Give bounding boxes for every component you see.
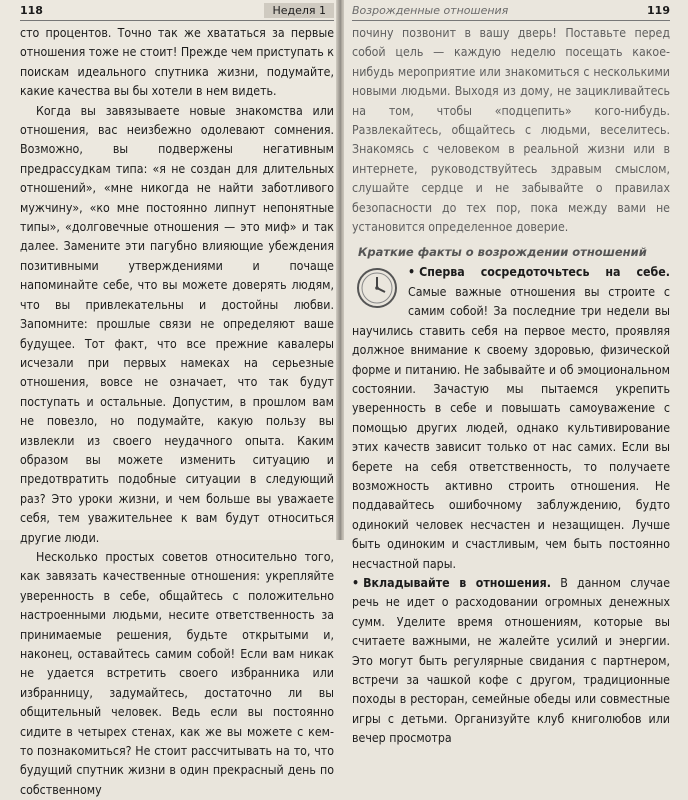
left-page — [0, 0, 338, 797]
fact-text: Самые важные отношения вы строите с самим собой! За последние три недели вы научились ставить себя на первое место, проявляя должное внимание к своему здоровью, физической форме и питанию. Не забывайте и об эмоциональном состоянии. Зачастую мы пытаемся укрепить уверенность в себе и повышать самоуважение с помощью других людей, однако культивирование этих качеств зависит только от нас самих. Если вы берете на себя ответственность, то получаете возможность активно строить отношения. Не поддавайтесь ошибочному заблуждению, будто одинокий человек несчастен и незащищен. Лучше быть одиноким и счастливым, чем быть постоянно несчастной пары. — [352, 284, 670, 571]
paragraph: Несколько простых советов относительно того, как завязать качественные отношения: укрепляйте уверенность в себе, общайтесь с положительно настроенными людьми, несите ответственность за принимаемые решения, будьте открытыми и, наконец, оставайтесь самим собой! Если вам никак не удается встретить своего избранника или избранницу, задумайтесь, достаточно ли вы общительный человек. Ведь если вы постоянно сидите в четырех стенах, как же вы можете с кем-то познакомиться? Не стоит рассчитывать на то, что будущий спутник жизни в один прекрасный день по собственному — [20, 549, 334, 797]
left-running-title: Неделя 1 — [264, 3, 334, 18]
right-running-title: Возрожденные отношения — [352, 3, 509, 17]
facts-box-title: Краткие факты о возрождении отношений — [358, 245, 647, 260]
clock-icon — [354, 265, 400, 311]
bullet-icon: • — [352, 575, 360, 590]
right-running-head — [352, 0, 670, 21]
left-running-head — [20, 0, 334, 21]
left-page-number: 118 — [20, 3, 43, 17]
right-page — [344, 0, 688, 746]
fact-item — [352, 574, 670, 749]
fact-lead: Вкладывайте в отношения. — [363, 575, 551, 590]
fact-text: В данном случае речь не идет о расходовании огромных денежных сумм. Уделите время отношениям, которые вы считаете важными, не жалейте усилий и энергии. Это могут быть регулярные свидания с партнером, встречи за чашкой кофе с другом, традиционные походы в ресторан, семейные обеды или совместные игры с детьми. Организуйте клуб книголюбов или вечер просмотра — [352, 575, 671, 746]
bullet-icon: • — [408, 265, 416, 280]
paragraph: Когда вы завязываете новые знакомства или отношения, вас неизбежно одолевают сомнения. Возможно, вы подвержены негативным предрассудкам типа: «я не создан для длительных отношений», «мне никогда не найти заботливого мужчину», «ко мне постоянно липнут непонятные типы», «долговечные отношения — это миф» и так далее. Замените эти пагубно влияющие убеждения позитивными утверждениями и почаще напоминайте себе, что вы можете доверять людям, что вы привлекательны и достойны любви. Запомните: прошлые связи не определяют ваше будущее. Тот факт, что все прежние кавалеры исчезали при первых намеках на серьезные отношения, вовсе не означает, что так будут поступать и остальные. Допустим, в прошлом вам не повезло, но подумайте, какую пользу вы извлекли из своего неудачного опыта. Каким образом вы можете изменить ситуацию и предотвратить подобные ситуации в следующий раз? Это уроки жизни, и чем больше вы уважаете себя, тем уважительнее к вам будут относиться другие люди. — [20, 103, 334, 545]
fact-item — [352, 263, 670, 574]
paragraph: почину позвонит в вашу дверь! Поставьте перед собой цель — каждую неделю посещать какое-нибудь мероприятие или знакомиться с несколькими новыми людьми. Выходя из дому, не зацикливайтесь на том, чтобы «подцепить» кого-нибудь. Развлекайтесь, общайтесь с людьми, веселитесь. Знакомясь с человеком в реальной жизни или в интернете, руководствуйтесь здравым смыслом, слушайте сердце и не забывайте о правилах безопасности до тех пор, пока между вами не установится определенное доверие. — [352, 26, 670, 235]
right-page-number: 119 — [647, 3, 670, 17]
paragraph: сто процентов. Точно так же хвататься за первые отношения тоже не стоит! Прежде чем приступать к поискам идеального спутника жизни, подумайте, какие качества вы бы хотели в нем видеть. — [20, 26, 334, 99]
fact-lead: Сперва сосредоточьтесь на себе. — [419, 265, 670, 280]
